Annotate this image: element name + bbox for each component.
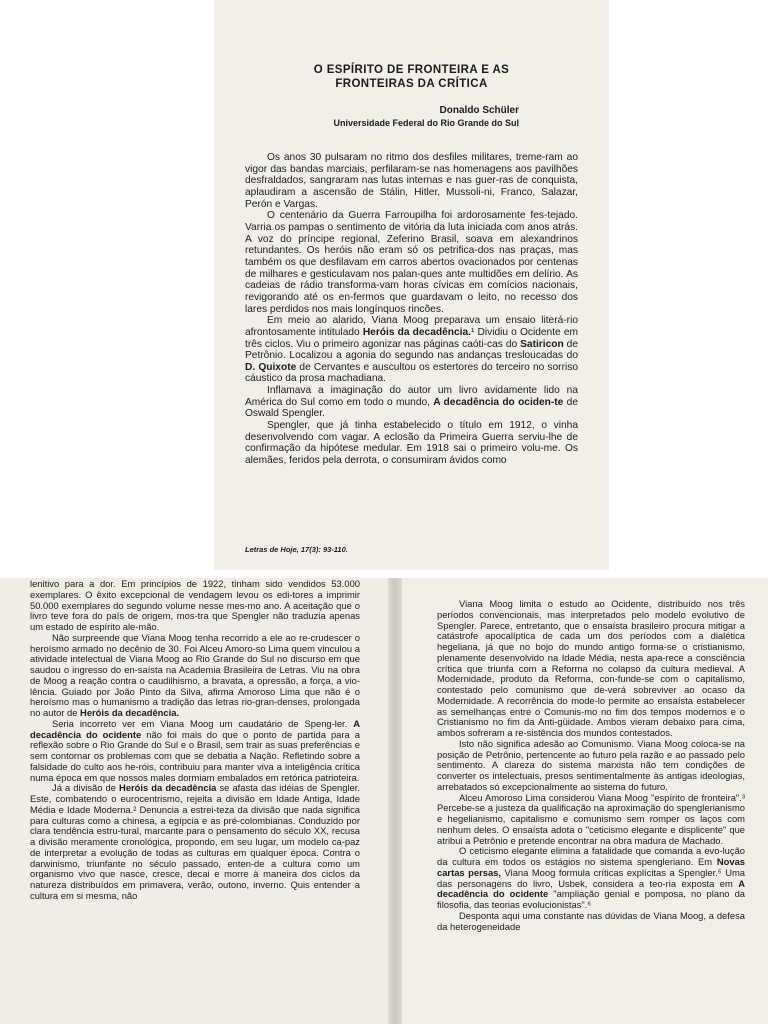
book-title: Heróis da decadência. bbox=[362, 326, 471, 338]
article-title-line-2: FRONTEIRAS DA CRÍTICA bbox=[335, 78, 488, 90]
paragraph: Não surpreende que Viana Moog tenha recorrido a ele ao re-crudescer o heroísmo armado no decênio de 30. Foi Alceu Amoro-so Lima quem vinculou a atividade intelectual de Viana Moog ao Rio Grande do Sul no discurso em que saudou o ingresso do en-saísta na Academia Brasileira de Letras. Viu na obra de Moog a reação contra o caudilhismo, a bravata, a opressão, a força, a vio-lência. Guiado por João Pinto da Silva, afirma Amoroso Lima que não é o heroísmo mas o humanismo a tradição das letras rio-gran-denses, prolongada no autor de Heróis da decadência. bbox=[30, 631, 360, 718]
left-page bbox=[0, 578, 393, 1024]
book-title: Satiricon bbox=[520, 338, 564, 350]
paragraph: Alceu Amoroso Lima considerou Viana Moog "espírito de fronteira".³ Percebe-se a justeza da qualificação na aproximação do spenglerianismo e hegelianismo, capitalismo e comunismo sem romper os laços com nenhum deles. O ensaísta adota o "ceticismo elegante e displicente" que atribui a Petrônio e pretende encontrar na obra madura de Machado. bbox=[437, 791, 745, 846]
paragraph: Isto não significa adesão ao Comunismo. Viana Moog coloca-se na posição de Petrônio, pertencente ao futuro pela razão e ao passado pelo sentimento. A clareza do sistema marxista não tem condições de converter os intelectuais, presos sentimentalmente às antigas ideologias, arrebatados só excepcionalmente ao sistema do futuro. bbox=[437, 737, 745, 792]
paragraph: Viana Moog limita o estudo ao Ocidente, distribuído nos três períodos convencionais, mas interpretados pelo modelo evolutivo de Spengler. Parece, entretanto, que o ensaísta brasileiro procura mitigar a catástrofe apocalíptica de cada um dos períodos com a dialética hegeliana, já que no bojo do mundo antigo forma-se o cristianismo, plenamente desenvolvido na Idade Média, nesta apa-rece a consciência crítica que triunfa com a Reforma no colapso da cultura medieval. A Modernidade, produto da Reforma, con-funde-se com o capitalismo, contestado pelo comunismo que de-verá sobreviver ao ocaso da Modernidade. A recorrência do mode-lo permite ao ensaísta estabelecer as semelhanças entre o Comunis-mo no fim dos tempos modernos e o Cristianismo no fim da Anti-güidade. Ambos vieram debaixo para cima, ambos sofreram a re-sistência dos mundos contestados. bbox=[437, 598, 745, 738]
book-title: Heróis da decadência. bbox=[80, 707, 180, 718]
paragraph: Seria incorreto ver em Viana Moog um caudatário de Speng-ler. A decadência do ocidente não foi mais do que o ponto de partida para a reflexão sobre o Rio Grande do Sul e o Brasil, sem trair as suas preferências e sem contornar os problemas com que se debatia a Nação. Refletindo sobre a falsidade do culto aos he-róis, contribuiu para manter viva a inteligência crítica numa época em que nossos males dormiam embalados em retórica patrioteira. bbox=[30, 717, 361, 783]
book-title: Heróis da decadência bbox=[119, 782, 217, 794]
paragraph: Desponta aqui uma constante nas dúvidas de Viana Moog, a defesa da heterogeneidade bbox=[437, 909, 745, 932]
book-title: A decadência do ocidente bbox=[30, 717, 360, 740]
book-title: A decadência do ocidente bbox=[437, 877, 745, 900]
journal-citation-footer: Letras de Hoje, 17(3): 93-110. bbox=[245, 545, 348, 554]
paragraph: Inflamava a imaginação do autor um livro avidamente lido na América do Sul como em todo o mundo, A decadência do ociden-te de Oswald Spengler. bbox=[245, 385, 578, 420]
article-first-page bbox=[214, 0, 609, 570]
book-title: D. Quixote bbox=[245, 361, 297, 373]
article-title-line-1: O ESPÍRITO DE FRONTEIRA E AS bbox=[313, 64, 510, 76]
paragraph: lenitivo para a dor. Em princípios de 1922, tinham sido vendidos 53.000 exemplares. O êxito excepcional de vendagem levou os edi-tores a imprimir 50.000 exemplares do segundo volume nesse mes-mo ano. A aceitação que o livro teve fora do país de origem, mos-tra que Spengler não traduzia apenas um estado de espírito ale-mão. bbox=[30, 578, 360, 632]
article-body-first-page bbox=[245, 152, 578, 467]
paragraph: O centenário da Guerra Farroupilha foi ardorosamente fes-tejado. Varria os pampas o sentimento de vitória da luta iniciada com anos atrás. A voz do príncipe regional, Zeferino Brasil, soava em alexandrinos retundantes. Os heróis não eram só os petrifica-dos nas praças, mas também os que desfilavam em carros abertos ovacionados por centenas de milhares e gesticulavam nos palan-ques ante multidões em delírio. As cadeias de rádio transforma-vam horas cívicas em comícios nacionais, revigorando até os en-fermos que guardavam o leito, no recesso dos lares perdidos nos mais longínquos rincões. bbox=[245, 210, 578, 315]
author-name: Donaldo Schüler bbox=[439, 105, 519, 116]
paragraph: Os anos 30 pulsaram no ritmo dos desfiles militares, treme-ram ao vigor das bandas marciais, perfilaram-se nas homenagens aos pavilhões desfraldados, sangraram nas lutas internas e nas guer-ras de conquista, aplaudiram a ascensão de Stálin, Hitler, Mussoli-ni, Franco, Salazar, Perón e Vargas. bbox=[245, 152, 578, 210]
paragraph: O ceticismo elegante elimina a fatalidade que comanda a evo-lução da cultura em todos os estágios no sistema spengleriano. Em Novas cartas persas, Viana Moog formula críticas explícitas a Spengler.⁵ Uma das personagens do livro, Usbek, considera a teo-ria exposta em A decadência do ocidente "ampliação genial e pomposa, no plano da filosofia, das teorias evolucionistas".⁶ bbox=[437, 845, 745, 910]
book-title: A decadência do ociden-te bbox=[433, 396, 564, 408]
right-page bbox=[393, 578, 768, 1024]
right-page-body bbox=[437, 599, 745, 932]
paragraph: Em meio ao alarido, Viana Moog preparava um ensaio literá-rio afrontosamente intitulado Heróis da decadência.¹ Dividiu o Ocidente em três ciclos. Viu o primeiro agonizar nas páginas caóti-cas do Satiricon de Petrônio. Localizou a agonia do segundo nas andanças tresloucadas do D. Quixote de Cervantes e auscultou os estertores do terceiro no sorriso cáustico da prosa machadiana. bbox=[245, 315, 578, 385]
book-gutter bbox=[388, 578, 402, 1024]
left-page-body bbox=[30, 579, 360, 902]
author-affiliation: Universidade Federal do Rio Grande do Sul bbox=[333, 118, 519, 128]
page-separator bbox=[0, 570, 768, 578]
paragraph: Spengler, que já tinha estabelecido o título em 1912, o vinha desenvolvendo com vagar. A eclosão da Primeira Guerra serviu-lhe de confirmação da hipótese medular. Em 1918 sai o primeiro volu-me. Os alemães, feridos pela derrota, o consumiram ávidos como bbox=[245, 420, 578, 467]
paragraph: Já a divisão de Heróis da decadência se afasta das idéias de Spengler. Este, combatendo o eurocentrismo, rejeita a divisão em Idade Antiga, Idade Média e Idade Moderna.² Denuncia a estrei-teza da divisão que nada significa para culturas como a chinesa, a egípcia e as pré-colombianas. Conduzido por clara tendência estru-tural, marcante para o pensamento do século XX, recusa a divisão meramente cronológica, propondo, em seu lugar, um modelo ca-paz de interpretar a evolução de todas as culturas em qualquer época. Contra o darwinismo, triunfante no século passado, enten-de a cultura como um organismo vivo que nasce, cresce, decai e morre à maneira dos ciclos da natureza distribuídos em primavera, verão, outono, inverno. Quis entender a cultura em si mesma, não bbox=[30, 782, 360, 901]
book-title: Novas cartas persas, bbox=[437, 856, 745, 878]
